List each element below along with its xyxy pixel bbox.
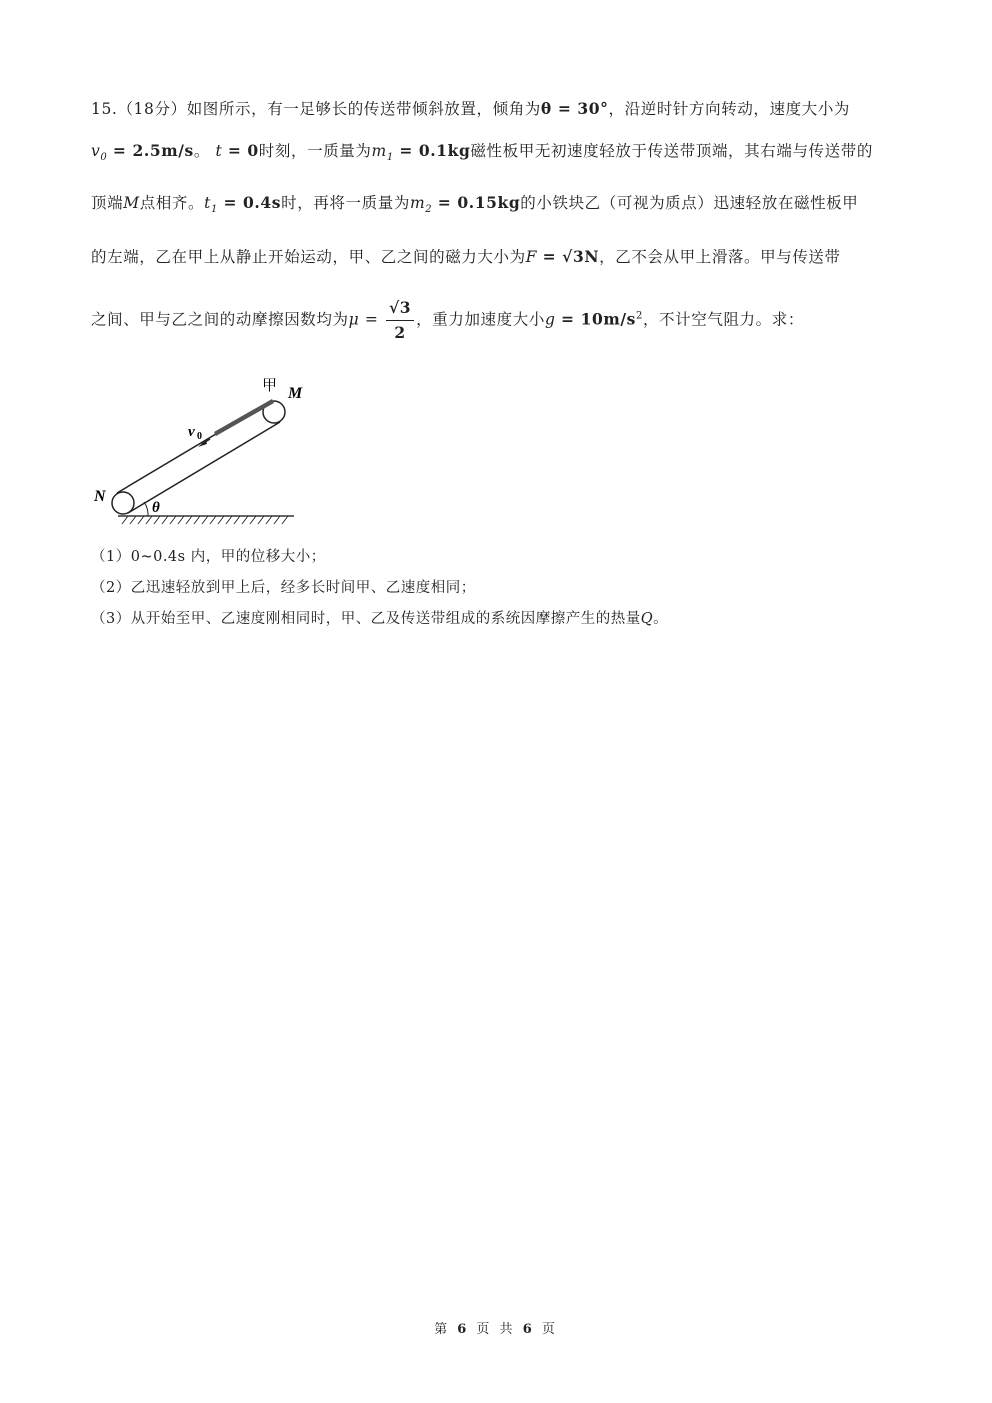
m1-symbol: $m_1$ (371, 142, 394, 164)
t-symbol: t (215, 142, 223, 160)
problem-text: ，重力加速度大小 (416, 310, 545, 329)
problem-text: 的小铁块乙（可视为质点）迅速轻放在磁性板甲 (520, 194, 859, 212)
problem-text: 时刻，一质量为 (258, 142, 372, 160)
problem-text: 如图所示，有一足够长的传送带倾斜放置，倾角为 (186, 100, 541, 118)
page-footer (0, 1318, 992, 1337)
problem-line-5: 之间、甲与乙之间的动摩擦因数均为μ = $\frac{√3}{2}$ ，重力加速度大小$g = 10m/s^2$，不计空气阻力。求： (91, 296, 804, 345)
Q-symbol: Q (640, 611, 654, 627)
problem-text: 时，再将一质量为 (281, 194, 410, 212)
question-2: （2）乙迅速轻放到甲上后，经多长时间甲、乙速度相同； (91, 580, 476, 596)
v0-symbol: $v_0$ (91, 142, 108, 164)
question-1: （1）0~0.4s 内，甲的位移大小； (91, 549, 326, 565)
footer-total-pages: 6 (522, 1322, 535, 1337)
problem-line-3 (91, 192, 858, 221)
mu-denominator: 2 (394, 323, 406, 342)
g-equation: = 10m/s (561, 309, 636, 329)
m2-equation: = 0.15kg (437, 193, 521, 212)
problem-text: 顶端 (91, 194, 124, 212)
t1-equation: = 0.4s (223, 193, 282, 212)
roller-N (112, 492, 134, 514)
m1-equation: = 0.1kg (399, 141, 471, 160)
problem-score: （18分） (117, 100, 187, 118)
problem-text: 磁性板甲无初速度轻放于传送带顶端，其右端与传送带的 (470, 142, 873, 160)
footer-prefix: 第 (434, 1322, 451, 1337)
v0-equation: = 2.5m/s (112, 141, 194, 160)
F-equation: = √3N (542, 247, 600, 266)
conveyor-figure (88, 372, 304, 532)
m2-symbol: $m_2$ (409, 194, 433, 216)
footer-page-number: 6 (457, 1322, 470, 1337)
F-symbol: F (525, 248, 538, 266)
question-3 (91, 609, 668, 629)
theta-arc (144, 502, 148, 516)
problem-text: 点相齐。 (139, 194, 205, 212)
conveyor-diagram (88, 372, 304, 532)
label-v0-sub: 0 (197, 431, 202, 442)
problem-text: ，不计空气阻力。求： (642, 310, 804, 329)
M-symbol: M (123, 194, 140, 212)
problem-number: 15. (91, 100, 118, 118)
problem-line-4 (91, 246, 841, 268)
problem-text: ，沿逆时针方向转动，速度大小为 (608, 100, 851, 118)
g-symbol: g (544, 310, 556, 329)
footer-suffix: 页 (541, 1322, 558, 1337)
label-M: M (288, 385, 303, 402)
t1-symbol: $t_1$ (204, 194, 218, 216)
belt-bottom (128, 422, 280, 513)
theta-equation: θ = 30° (540, 99, 609, 118)
problem-line-1 (91, 98, 850, 120)
label-theta: θ (152, 500, 160, 516)
ground-hatching (122, 516, 288, 524)
label-v0: v (188, 424, 195, 440)
question-3-end: 。 (653, 611, 669, 627)
mu-fraction (386, 296, 414, 345)
label-N: N (94, 488, 106, 505)
t0-equation: = 0 (227, 141, 259, 160)
problem-text: 之间、甲与乙之间的动摩擦因数均为 (91, 310, 349, 329)
problem-line-2: $v_0 = 2.5m/s$。 t = 0时刻，一质量为$m_1 = 0.1kg$磁性板甲无初速度轻放于传送带顶端，其右端与传送带的 (91, 141, 873, 164)
mu-symbol: μ (348, 310, 360, 329)
mu-numerator: √3 (386, 296, 414, 321)
question-3-text: （3）从开始至甲、乙速度刚相同时，甲、乙及传送带组成的系统因摩擦产生的热量 (91, 611, 641, 627)
footer-mid: 页 共 (476, 1322, 516, 1337)
label-jia: 甲 (262, 378, 278, 394)
problem-text: ，乙不会从甲上滑落。甲与传送带 (599, 248, 841, 266)
problem-text: 的左端，乙在甲上从静止开始运动，甲、乙之间的磁力大小为 (91, 248, 526, 266)
